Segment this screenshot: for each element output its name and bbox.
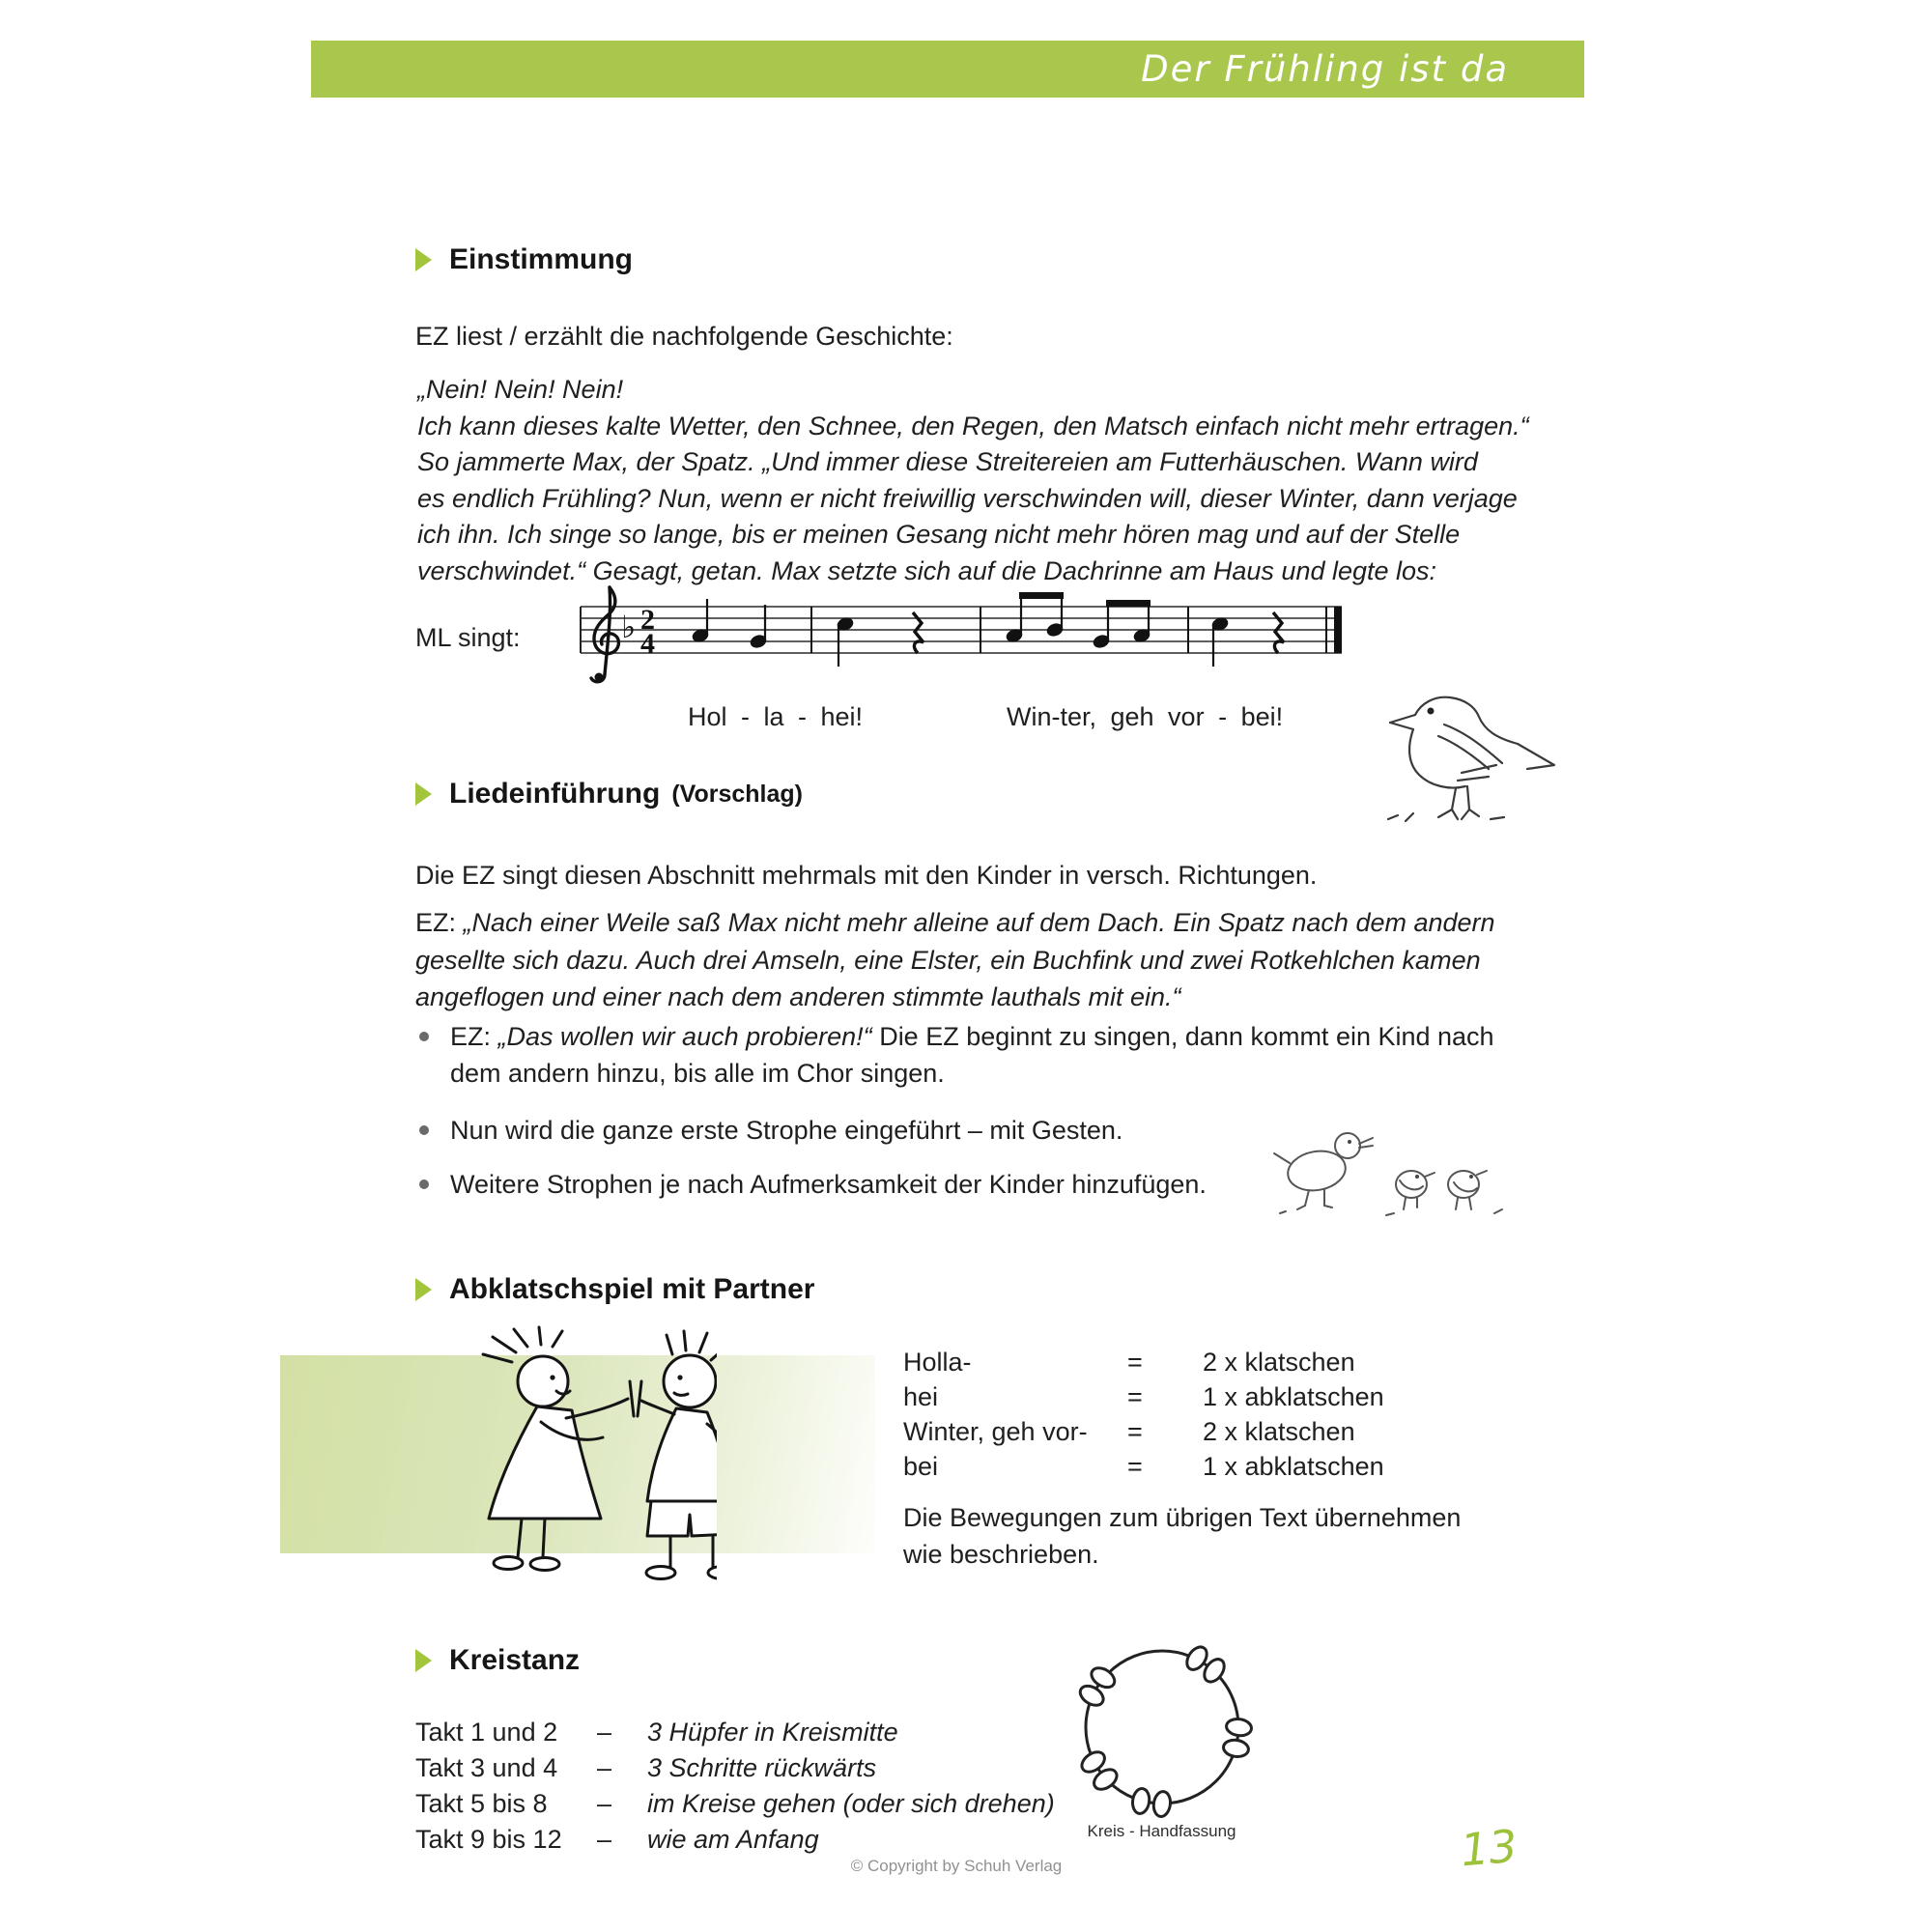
dancer-pairs — [1077, 1643, 1253, 1817]
takt-label: Takt 1 und 2 — [415, 1718, 558, 1747]
section-marker-icon — [415, 248, 432, 271]
bullet-rest: Nun wird die ganze erste Strophe eingeführt – mit Gesten. — [450, 1116, 1123, 1145]
bullet-icon — [419, 1125, 429, 1135]
bullet-rest: Weitere Strophen je nach Aufmerksamkeit der Kinder hinzufügen. — [450, 1170, 1207, 1199]
time-signature-bottom: 4 — [640, 628, 655, 660]
bullet-quote: „Das wollen wir auch probieren!“ — [497, 1022, 872, 1051]
clap-value: 1 x abklatschen — [1203, 1382, 1384, 1411]
story-line: So jammerte Max, der Spatz. „Und immer diese Streitereien am Futterhäuschen. Wann wird — [417, 447, 1478, 477]
bullet-icon — [419, 1032, 429, 1041]
clap-value: 2 x klatschen — [1203, 1348, 1355, 1377]
bullet-rest: Die EZ beginnt zu singen, dann kommt ein Kind nach dem andern hinzu, bis alle im Chor singen. — [450, 1022, 1494, 1088]
equals-sign: = — [1127, 1348, 1143, 1377]
story-line: es endlich Frühling? Nun, wenn er nicht freiwillig verschwinden will, dieser Winter, dann verjage — [417, 483, 1518, 513]
takt-row — [415, 1715, 1055, 1750]
clap-row — [903, 1345, 1384, 1379]
equals-sign: = — [1127, 1452, 1143, 1481]
clap-value: 1 x abklatschen — [1203, 1452, 1384, 1481]
section-abklatschspiel-heading — [415, 1273, 814, 1306]
clap-table — [903, 1345, 1384, 1484]
clap-value: 2 x klatschen — [1203, 1417, 1355, 1446]
dash: – — [597, 1825, 612, 1854]
takt-action: im Kreise gehen (oder sich drehen) — [647, 1789, 1055, 1818]
ez-prefix: EZ: — [415, 908, 464, 937]
takt-action: wie am Anfang — [647, 1825, 819, 1854]
takt-row — [415, 1750, 1055, 1786]
story-line: verschwindet.“ Gesagt, getan. Max setzte sich auf die Dachrinne am Haus und legte los: — [417, 555, 1437, 585]
clap-label: Winter, geh vor- — [903, 1417, 1088, 1446]
takt-label: Takt 3 und 4 — [415, 1753, 558, 1782]
section-einstimmung-heading — [415, 243, 633, 276]
circle-dance-diagram — [1068, 1638, 1257, 1827]
takt-action: 3 Hüpfer in Kreismitte — [647, 1718, 898, 1747]
section-liedeinfuehrung-heading — [415, 778, 803, 810]
chapter-header-bar — [311, 41, 1584, 98]
birds-trio-illustration — [1270, 1099, 1512, 1225]
takt-table — [415, 1715, 1055, 1858]
ez-paragraph — [415, 904, 1565, 1016]
staff-lines — [581, 607, 1342, 653]
dash: – — [597, 1789, 612, 1818]
section-title: Abklatschspiel mit Partner — [449, 1273, 815, 1305]
section-title: Liedeinführung — [449, 778, 661, 810]
clap-note: Die Bewegungen zum übrigen Text übernehmen wie beschrieben. — [903, 1503, 1462, 1569]
lyrics-phrase-1: Hol - la - hei! — [688, 702, 864, 731]
dash: – — [597, 1718, 612, 1747]
clap-label: Holla- — [903, 1348, 972, 1377]
story-line: „Nein! Nein! Nein! — [417, 375, 624, 404]
ml-singt-label: ML singt: — [415, 623, 521, 652]
takt-label: Takt 5 bis 8 — [415, 1789, 548, 1818]
copyright-text: © Copyright by Schuh Verlag — [850, 1857, 1063, 1875]
dash: – — [597, 1753, 612, 1782]
ez-quote: „Nach einer Weile saß Max nicht mehr alleine auf dem Dach. Ein Spatz nach dem andern gesellte sich dazu. Auch drei Amseln, eine Elster, ein Buchfink und zwei Rotkehlchen kamen angeflogen und einer nach dem anderen stimmte lauthals mit ein.“ — [415, 908, 1495, 1011]
clap-row — [903, 1449, 1384, 1484]
section-title: Kreistanz — [449, 1644, 581, 1676]
story-block — [417, 372, 1529, 590]
einstimmung-intro: EZ liest / erzählt die nachfolgende Geschichte: — [415, 322, 953, 351]
section-subtitle: (Vorschlag) — [671, 780, 803, 808]
takt-label: Takt 9 bis 12 — [415, 1825, 562, 1854]
section-marker-icon — [415, 782, 432, 806]
bullet-prefix: EZ: — [450, 1022, 498, 1051]
flat-sign: ♭ — [621, 609, 637, 645]
clap-row — [903, 1414, 1384, 1449]
diagram-caption: Kreis - Handfassung — [1087, 1822, 1236, 1840]
takt-row — [415, 1786, 1055, 1822]
takt-row — [415, 1822, 1055, 1858]
equals-sign: = — [1127, 1382, 1143, 1411]
time-signature-top: 2 — [640, 604, 655, 636]
liedeinfuehrung-intro: Die EZ singt diesen Abschnitt mehrmals mit den Kinder in versch. Richtungen. — [415, 861, 1318, 890]
section-title: Einstimmung — [449, 243, 634, 275]
kids-highfive-illustration — [398, 1325, 717, 1596]
sparrow-illustration — [1377, 674, 1570, 838]
bullet-item — [415, 1019, 1550, 1092]
clap-label: hei — [903, 1382, 939, 1411]
story-line: ich ihn. Ich singe so lange, bis er meinen Gesang nicht mehr hören mag und auf der Stelle — [417, 520, 1461, 550]
clap-row — [903, 1379, 1384, 1414]
page-number: 13 — [1458, 1819, 1520, 1877]
treble-clef-icon — [591, 587, 618, 682]
section-kreistanz-heading — [415, 1644, 580, 1677]
takt-action: 3 Schritte rückwärts — [647, 1753, 877, 1782]
section-marker-icon — [415, 1278, 432, 1301]
clap-label: bei — [903, 1452, 939, 1481]
chapter-title: Der Frühling ist da — [1141, 48, 1509, 90]
story-line: Ich kann dieses kalte Wetter, den Schnee, den Regen, den Matsch einfach nicht mehr ertragen.“ — [417, 411, 1529, 440]
equals-sign: = — [1127, 1417, 1143, 1446]
music-staff — [575, 580, 1348, 710]
section-marker-icon — [415, 1649, 432, 1672]
lyrics-phrase-2: Win-ter, geh vor - bei! — [1007, 702, 1284, 731]
bullet-icon — [419, 1179, 429, 1189]
